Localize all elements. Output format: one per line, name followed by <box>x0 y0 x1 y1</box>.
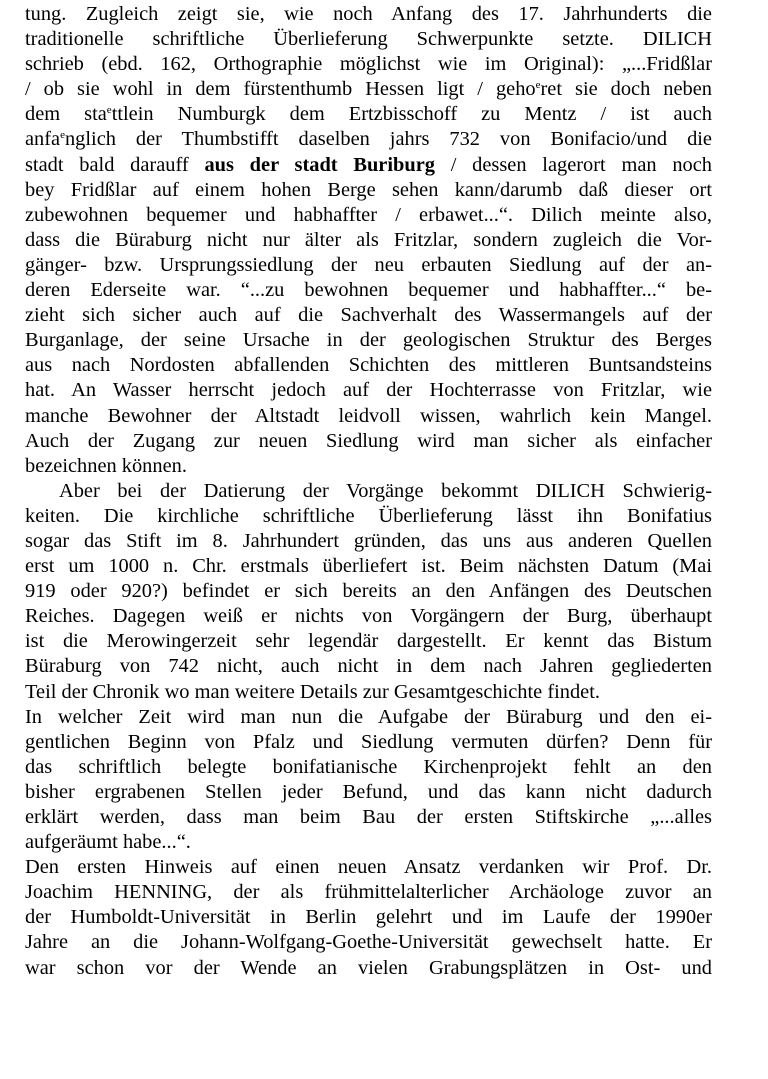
text-line <box>25 479 712 504</box>
text-line <box>25 102 712 127</box>
text-run: anfa <box>25 128 61 151</box>
text-line <box>25 504 712 529</box>
text-run: stadt bald darauff <box>25 153 205 176</box>
text-run: erklärt werden, dass man beim Bau der ersten Stiftskirche „...alles <box>25 806 712 828</box>
text-line <box>25 228 712 253</box>
text-run: erst um 1000 n. Chr. erstmals überliefert ist. Beim nächsten Datum (Mai <box>25 555 712 578</box>
text-run: Joachim HENNING, der als frühmittelalterlicher Archäologe zuvor an <box>25 881 712 904</box>
text-line <box>25 880 712 905</box>
paragraph-dilich-quote <box>25 2 712 479</box>
text-line <box>25 705 712 730</box>
text-run: nglich der Thumbstifft daselben jahrs 732 von Bonifacio/und die <box>64 128 712 151</box>
text-line <box>25 378 712 403</box>
text-line <box>25 805 712 830</box>
text-run: aus nach Nordosten abfallenden Schichten des mittleren Buntsandsteins <box>25 354 712 377</box>
text-run: war schon vor der Wende an vielen Grabungsplätzen in Ost- und <box>25 956 712 979</box>
text-line <box>25 303 712 328</box>
text-run: manche Bewohner der Altstadt leidvoll wissen, wahrlich kein Mangel. <box>25 404 712 427</box>
superscript-e: e <box>106 104 112 117</box>
text-run: Büraburg von 742 nicht, auch nicht in dem nach Jahren gegliederten <box>25 655 712 678</box>
text-line <box>25 905 712 930</box>
text-line <box>25 153 712 178</box>
bold-phrase: aus der stadt Buriburg <box>204 153 435 176</box>
paragraph-aufgabe <box>25 705 712 856</box>
text-run: tung. Zugleich zeigt sie, wie noch Anfang des 17. Jahrhunderts die <box>25 3 712 25</box>
text-run: ist die Merowingerzeit sehr legendär dargestellt. Er kennt das Bistum <box>25 630 712 653</box>
text-line <box>25 780 712 805</box>
text-run: gentlichen Beginn von Pfalz und Siedlung vermuten dürfen? Denn für <box>25 730 712 753</box>
text-run: bisher ergrabenen Stellen jeder Befund, und das kann nicht dadurch <box>25 780 712 803</box>
text-line <box>25 77 712 102</box>
text-run: In welcher Zeit wird man nun die Aufgabe der Büraburg und den ei- <box>25 705 712 728</box>
text-run: ret sie doch neben <box>540 78 712 101</box>
text-run: gänger- bzw. Ursprungssiedlung der neu erbauten Siedlung auf der an- <box>25 253 712 276</box>
text-line <box>25 604 712 629</box>
text-line <box>25 529 712 554</box>
text-line <box>25 730 712 755</box>
text-run: traditionelle schriftliche Überlieferung Schwerpunkte setzte. DILICH <box>25 28 712 51</box>
text-run: der Humboldt-Universität in Berlin gelehrt und im Laufe der 1990er <box>25 906 712 929</box>
text-line <box>25 855 712 880</box>
text-run: Aber bei der Datierung der Vorgänge bekommt DILICH Schwierig- <box>59 479 712 502</box>
text-run: Den ersten Hinweis auf einen neuen Ansatz verdanken wir Prof. Dr. <box>25 856 712 879</box>
text-line <box>25 253 712 278</box>
text-line <box>25 278 712 303</box>
text-line <box>25 127 712 152</box>
text-line <box>25 454 712 479</box>
text-run: dem sta <box>25 103 107 126</box>
text-run: Reiches. Dagegen weiß er nichts von Vorgängern der Burg, überhaupt <box>25 605 712 628</box>
text-line <box>25 203 712 228</box>
superscript-e: e <box>535 79 541 92</box>
paragraph-henning <box>25 855 712 980</box>
text-line <box>25 579 712 604</box>
paragraph-datierung <box>25 479 712 705</box>
text-line <box>25 830 712 855</box>
text-run: hat. An Wasser herrscht jedoch auf der Hochterrasse von Fritzlar, wie <box>25 379 712 402</box>
text-line <box>25 654 712 679</box>
text-line <box>25 27 712 52</box>
text-line <box>25 680 712 705</box>
text-line <box>25 328 712 353</box>
text-line <box>25 956 712 981</box>
text-run: das schriftlich belegte bonifatianische Kirchenprojekt fehlt an den <box>25 755 712 778</box>
text-line <box>25 2 712 27</box>
text-run: keiten. Die kirchliche schriftliche Überlieferung lässt ihn Bonifatius <box>25 504 712 527</box>
text-run: Auch der Zugang zur neuen Siedlung wird man sicher als einfacher <box>25 429 712 452</box>
text-run: sogar das Stift im 8. Jahrhundert gründen, das uns aus anderen Quellen <box>25 529 712 552</box>
text-run: Jahre an die Johann-Wolfgang-Goethe-Universität gewechselt hatte. Er <box>25 931 712 954</box>
text-run: Burganlage, der seine Ursache in der geologischen Struktur des Berges <box>25 329 712 352</box>
text-run: / ob sie wohl in dem fürstenthumb Hessen ligt / geho <box>25 78 536 101</box>
text-run: 919 oder 920?) befindet er sich bereits an den Anfängen des Deutschen <box>25 580 712 603</box>
text-run: zieht sich sicher auch auf die Sachverhalt des Wassermangels auf der <box>25 304 712 327</box>
text-line <box>25 178 712 203</box>
text-run: zubewohnen bequemer und habhaffter / erbawet...“. Dilich meinte also, <box>25 203 712 226</box>
text-line <box>25 930 712 955</box>
text-run: Teil der Chronik wo man weitere Details zur Gesamtgeschichte findet. <box>25 680 600 703</box>
text-run: bezeichnen können. <box>25 454 187 477</box>
text-line <box>25 554 712 579</box>
text-line <box>25 629 712 654</box>
text-line <box>25 353 712 378</box>
text-line <box>25 429 712 454</box>
text-line <box>25 404 712 429</box>
superscript-e: e <box>60 129 65 142</box>
text-run: deren Ederseite war. “...zu bewohnen bequemer und habhaffter...“ be- <box>25 279 712 302</box>
text-run: dass die Büraburg nicht nur älter als Fritzlar, sondern zugleich die Vor- <box>25 228 712 251</box>
text-run: aufgeräumt habe...“. <box>25 831 191 854</box>
text-run: ttlein Numburgk dem Ertzbisschoff zu Mentz / ist auch <box>111 103 713 126</box>
text-run: bey Fridßlar auf einem hohen Berge sehen kann/darumb daß dieser ort <box>25 178 712 201</box>
text-line <box>25 755 712 780</box>
text-run: / dessen lagerort man noch <box>434 153 712 176</box>
text-run: schrieb (ebd. 162, Orthographie möglichst wie im Original): „...Fridßlar <box>25 53 712 76</box>
text-line <box>25 52 712 77</box>
